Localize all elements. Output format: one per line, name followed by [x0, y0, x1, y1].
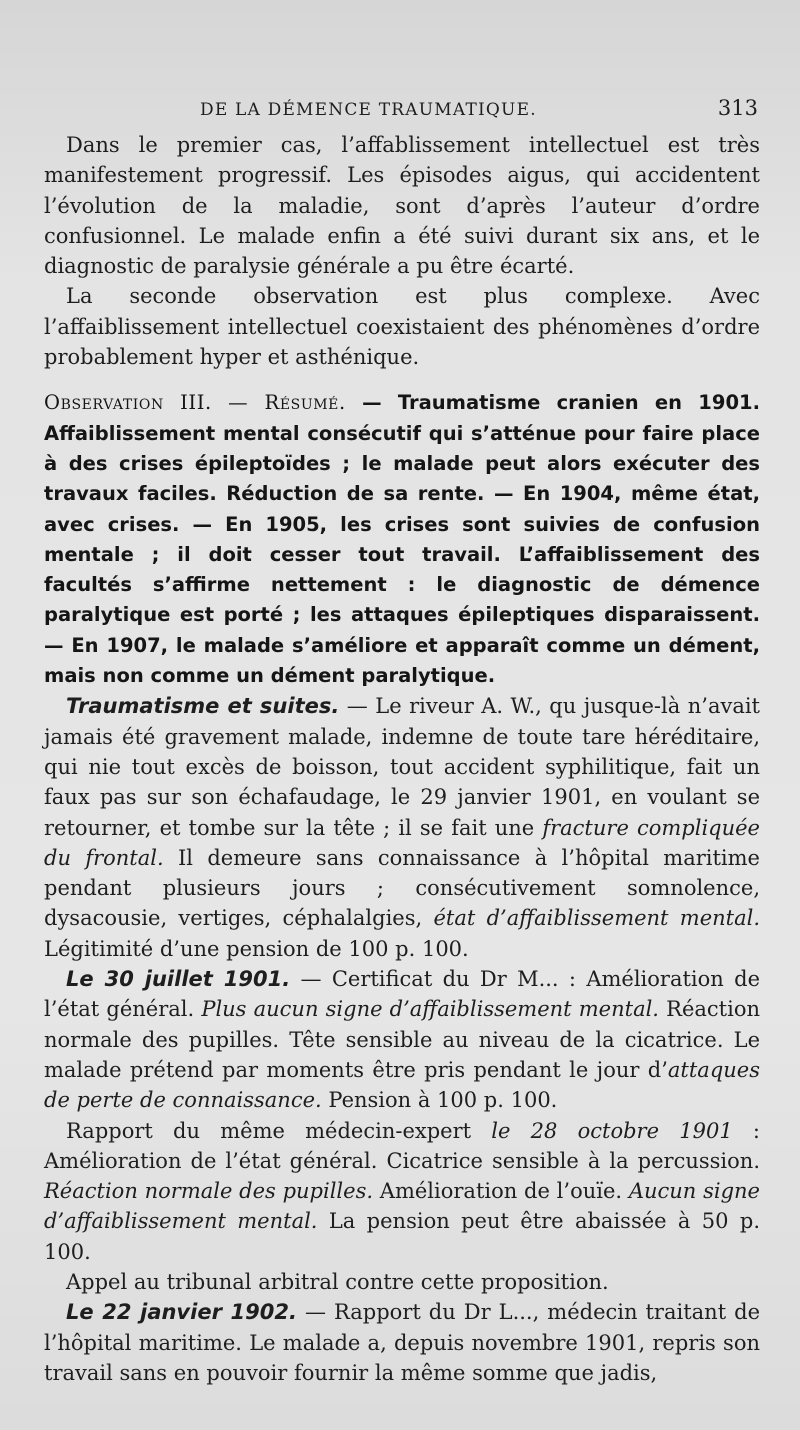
- rapport-emphasis-1: le 28 octobre 1901: [491, 1118, 733, 1143]
- juillet-date: Le 30 juillet 1901.: [66, 967, 291, 992]
- juillet-emphasis-1: Plus aucun signe d’affaiblissement mental.: [201, 997, 659, 1022]
- juillet-emphasis-2: attaques de perte de connaissance.: [44, 1057, 760, 1113]
- juillet-text-3: Pension à 100 p. 100.: [321, 1088, 558, 1113]
- traumatisme-emphasis-1: fracture compliquée du frontal.: [44, 815, 760, 870]
- juillet-text-2: Réaction normale des pupilles. Tête sensible au niveau de la cicatrice. Le malade prétend par moments être pris pendant le jour d’: [44, 997, 760, 1082]
- juillet-text-1: — Certificat du Dr M... : Amélioration de l’état général.: [44, 967, 760, 1022]
- paragraph-rapport: [44, 1116, 760, 1267]
- traumatisme-text-2: Il demeure sans connaissance à l’hôpital maritime pendant plusieurs jours ; consécutivement somnolence, dysacousie, vertiges, céphalalgies,: [44, 845, 760, 931]
- paragraph-juillet-1901: [44, 964, 760, 1115]
- rapport-text-1: Rapport du même médecin-expert: [66, 1118, 492, 1143]
- traumatisme-emphasis-2: état d’affaiblissement mental.: [433, 906, 760, 931]
- paragraph-first-case: Dans le premier cas, l’affablissement intellectuel est très manifestement progressif. Les épisodes aigus, qui accidentent l’évolution de la maladie, sont d’après l’auteur d’ordre confusionnel. Le malade enfin a été suivi durant six ans, et le diagnostic de paralysie générale a pu être écarté.: [44, 133, 760, 279]
- traumatisme-text-1: — Le riveur A. W., qu jusque-là n’avait jamais été gravement malade, indemne de toute tare héréditaire, qui nie tout excès de boisson, tout accident syphilitique, fait un faux pas sur son échafaudage, le 29 janvier 1901, en voulant se retourner, et tombe sur la tête ; il se fait une: [44, 694, 760, 840]
- rapport-text-3: Amélioration de l’ouïe.: [373, 1179, 629, 1204]
- rapport-text-2: : Amélioration de l’état général. Cicatrice sensible à la percussion.: [44, 1118, 760, 1173]
- running-header: [44, 96, 760, 130]
- janvier-date: Le 22 janvier 1902.: [66, 1300, 297, 1325]
- observation-text: — Traumatisme cranien en 1901. Affaiblissement mental consécutif qui s’atténue pour faire place à des crises épileptoïdes ; le malade peut alors exécuter des travaux faciles. Réduction de sa rente. — En 1904, même état, avec crises. — En 1905, les crises sont suivies de confusion mentale ; il doit cesser tout travail. L’affaiblissement des facultés s’affirme nettement : le diagnostic de démence paralytique est porté ; les attaques épileptiques disparaissent. — En 1907, le malade s’améliore et apparaît comme un dément, mais non comme un dément paralytique.: [44, 391, 760, 688]
- traumatisme-heading: Traumatisme et suites.: [66, 694, 340, 719]
- paragraph-janvier-1902: [44, 1297, 760, 1388]
- janvier-text: — Rapport du Dr L..., médecin traitant de l’hôpital maritime. Le malade a, depuis novembre 1901, repris son travail sans en pouvoir fournir la même somme que jadis,: [44, 1300, 760, 1385]
- page-number: 313: [717, 96, 758, 120]
- traumatisme-text-3: Légitimité d’une pension de 100 p. 100.: [44, 936, 469, 961]
- paragraph-second-observation: La seconde observation est plus complexe. Avec l’affaiblissement intellectuel coexistaient des phénomènes d’ordre probablement hyper et asthénique.: [44, 284, 760, 370]
- observation-label: Observation III. — Résumé.: [44, 391, 346, 415]
- rapport-text-4: La pension peut être abaissée à 50 p. 100.: [44, 1209, 761, 1264]
- rapport-emphasis-2: Réaction normale des pupilles.: [44, 1179, 374, 1204]
- running-title: DE LA DÉMENCE TRAUMATIQUE.: [200, 100, 537, 120]
- rapport-emphasis-3: Aucun signe d’affaiblissement mental.: [44, 1179, 760, 1234]
- paragraph-traumatisme: [44, 691, 760, 964]
- paragraph-appel: Appel au tribunal arbitral contre cette proposition.: [66, 1269, 609, 1294]
- observation-summary: [44, 388, 760, 691]
